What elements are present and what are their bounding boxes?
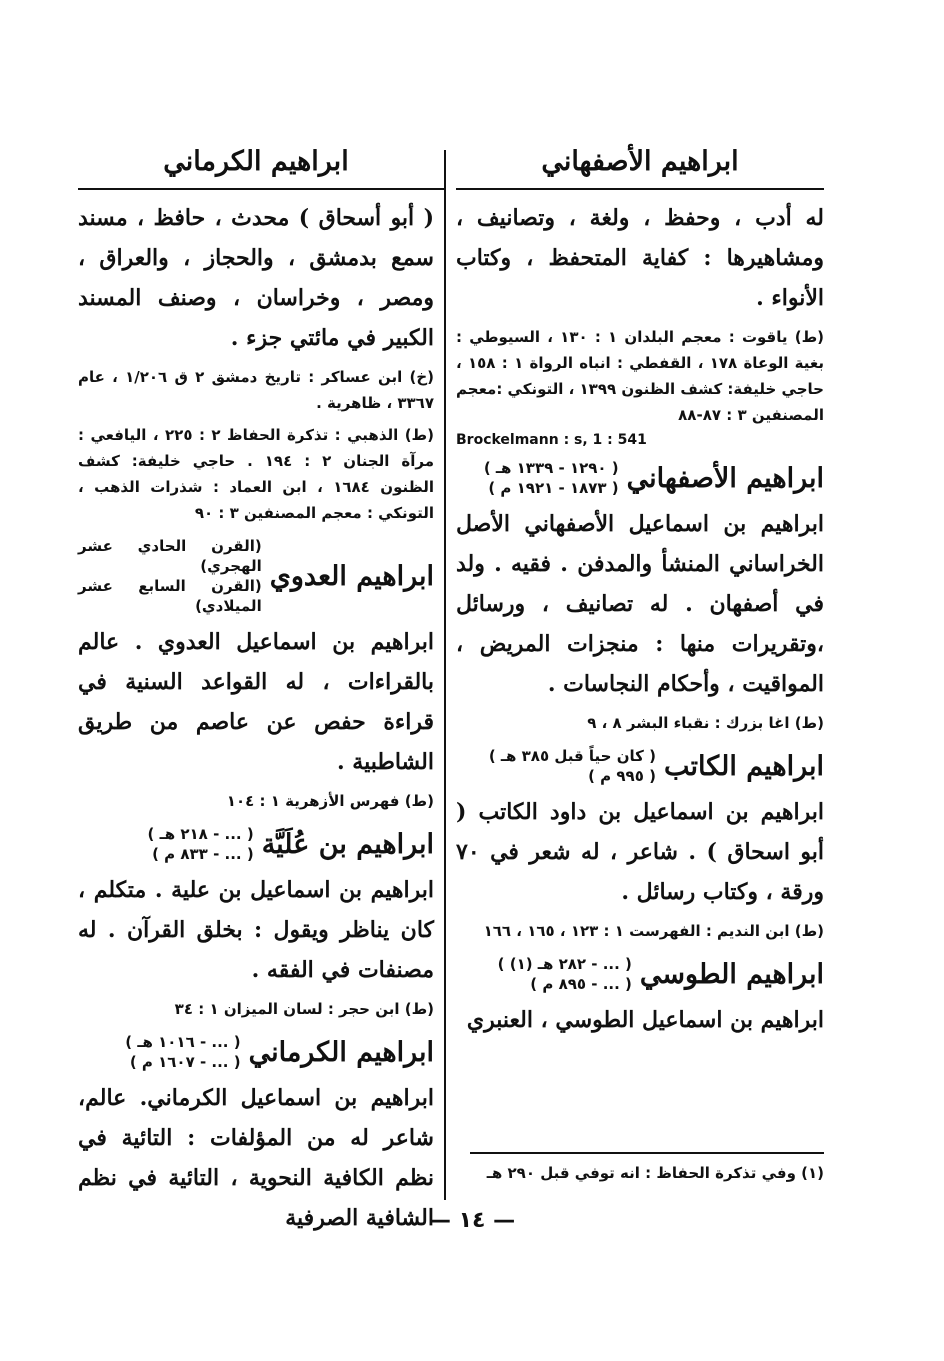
entry-heading: [78, 824, 434, 864]
entry-dates: [125, 1032, 240, 1072]
entry-reference-latin: Brockelmann : s, 1 : 541: [456, 432, 647, 448]
right-column-header: ابراهيم الأصفهاني: [541, 146, 739, 177]
entry-name: ابراهيم الأصفهاني: [626, 462, 824, 494]
entry-name: ابراهيم الكرماني: [248, 1036, 434, 1068]
entry-references: (ط) ياقوت : معجم البلدان ١ : ١٣٠ ، السيوطي : بغية الوعاة ١٧٨ ، القفطي : انباه الرواة ١ : ١٥٨ ، حاجي خليفة: كشف الظنون ١٣٩٩ ، التونكي :معجم المصنفين ٣ : ٨٧-٨٨: [456, 328, 825, 424]
entry-references: (ط) ابن حجر : لسان الميزان ١ : ٣٤: [174, 1000, 434, 1018]
date-gregorian: ( ... - ٨٩٥ م ): [530, 975, 632, 993]
entry-dates: [489, 746, 656, 786]
entry-name: ابراهيم الكاتب: [663, 750, 824, 782]
entry-heading: [456, 746, 824, 786]
date-hijri: (القرن الحادي عشر الهجري): [78, 537, 262, 575]
date-gregorian: (القرن السابع عشر الميلادي): [78, 577, 262, 615]
left-column-header: ابراهيم الكرماني: [163, 146, 349, 177]
entry-heading: [456, 954, 824, 994]
entry-heading: [78, 536, 434, 616]
entry-references: (ط) فهرس الأزهرية ١ : ١٠٤: [226, 792, 434, 810]
entry-name: ابراهيم العدوي: [269, 560, 434, 592]
left-header-rule: [78, 188, 444, 190]
entry-references: (ط) اغا بزرك : نقباء البشر ٨ ، ٩: [587, 714, 824, 732]
entry-references: (ط) ابن النديم : الفهرست ١ : ١٢٣ ، ١٦٥ ، ١٦٦: [483, 922, 824, 940]
entry-text: ابراهيم بن اسماعيل الطوسي ، العنبري: [466, 1007, 824, 1033]
entry-references: (خ) ابن عساكر : تاريخ دمشق ٢ ق ١/٢٠٦ ، عام ٣٣٦٧ ، ظاهرية .: [78, 368, 435, 412]
date-hijri: ( ... - ٢٨٢ هـ (١) ): [497, 955, 632, 973]
entry-dates: [498, 954, 632, 994]
date-gregorian: ( ... - ١٦٠٧ م ): [129, 1053, 241, 1071]
entry-references: (ط) الذهبي : تذكرة الحفاظ ٢ : ٢٢٥ ، اليافعي : مرآة الجنان ٢ : ١٩٤ . حاجي خليفة: كشف الظنون ١٦٨٤ ، ابن العماد : شذرات الذهب ، التونكي : معجم المصنفين ٣ : ٩٠: [78, 426, 434, 522]
entry-text: ابراهيم بن اسماعيل العدوي . عالم بالقراءات ، له القواعد السنية في قراءة حفص عن عاصم من طريق الشاطبية .: [78, 629, 434, 775]
entry-heading: [78, 1032, 434, 1072]
left-column: [78, 198, 434, 1238]
entry-text: ( أبو أسحاق ) محدث ، حافظ ، مسند سمع بدمشق ، والحجاز ، والعراق ، ومصر ، وخراسان ، وصنف المسند الكبير في مائتي جزء .: [78, 205, 434, 351]
entry-name: ابراهيم بن عُلَيَّة: [261, 828, 434, 860]
date-gregorian: ( ١٨٧٣ - ١٩٢١ م ): [488, 479, 619, 497]
entry-text: ابراهيم بن اسماعيل الكرماني. عالم، شاعر له من المؤلفات : التائية في نظم الكافية النحوية ، التائية في نظم الشافية الصرفية: [78, 1085, 434, 1231]
date-hijri: ( ... - ١٠١٦ هـ ): [125, 1033, 241, 1051]
date-hijri: ( ... - ٢١٨ هـ ): [147, 825, 254, 843]
date-hijri: ( ١٢٩٠ - ١٣٣٩ هـ ): [483, 459, 619, 477]
right-column: [456, 198, 824, 1040]
entry-dates: [484, 458, 619, 498]
date-gregorian: ( ... - ٨٣٣ م ): [152, 845, 254, 863]
footnote: (١) وفي تذكرة الحفاظ : انه توفي قبل ٢٩٠ هـ: [486, 1164, 824, 1182]
date-gregorian: ( ٩٩٥ م ): [588, 767, 656, 785]
entry-text: ابراهيم بن اسماعيل بن علية . متكلم ، كان يناظر ويقول : بخلق القرآن . له مصنفات في الفقه .: [78, 877, 434, 983]
column-divider: [444, 150, 446, 1200]
entry-name: ابراهيم الطوسي: [639, 958, 824, 990]
entry-dates: [78, 536, 262, 616]
entry-text: ابراهيم بن اسماعيل بن داود الكاتب ( أبو اسحاق ) . شاعر ، له شعر في ٧٠ ورقة ، وكتاب رسائل .: [456, 799, 824, 905]
footnote-rule: [470, 1152, 824, 1154]
right-header-rule: [456, 188, 824, 190]
entry-dates: [148, 824, 254, 864]
entry-text: له أدب ، وحفظ ، ولغة ، وتصانيف ، ومشاهيرها : كفاية المتحفظ ، وكتاب الأنواء .: [456, 205, 824, 311]
page-number: — ١٤ —: [428, 1208, 516, 1233]
entry-heading: [456, 458, 824, 498]
date-hijri: ( كان حياً قبل ٣٨٥ هـ ): [488, 747, 656, 765]
entry-text: ابراهيم بن اسماعيل الأصفهاني الأصل الخراساني المنشأ والمدفن . فقيه . ولد في أصفهان . له تصانيف ، ورسائل ،وتقريرات منها : منجزات المريض ، المواقيت ، وأحكام النجاسات .: [456, 511, 824, 697]
